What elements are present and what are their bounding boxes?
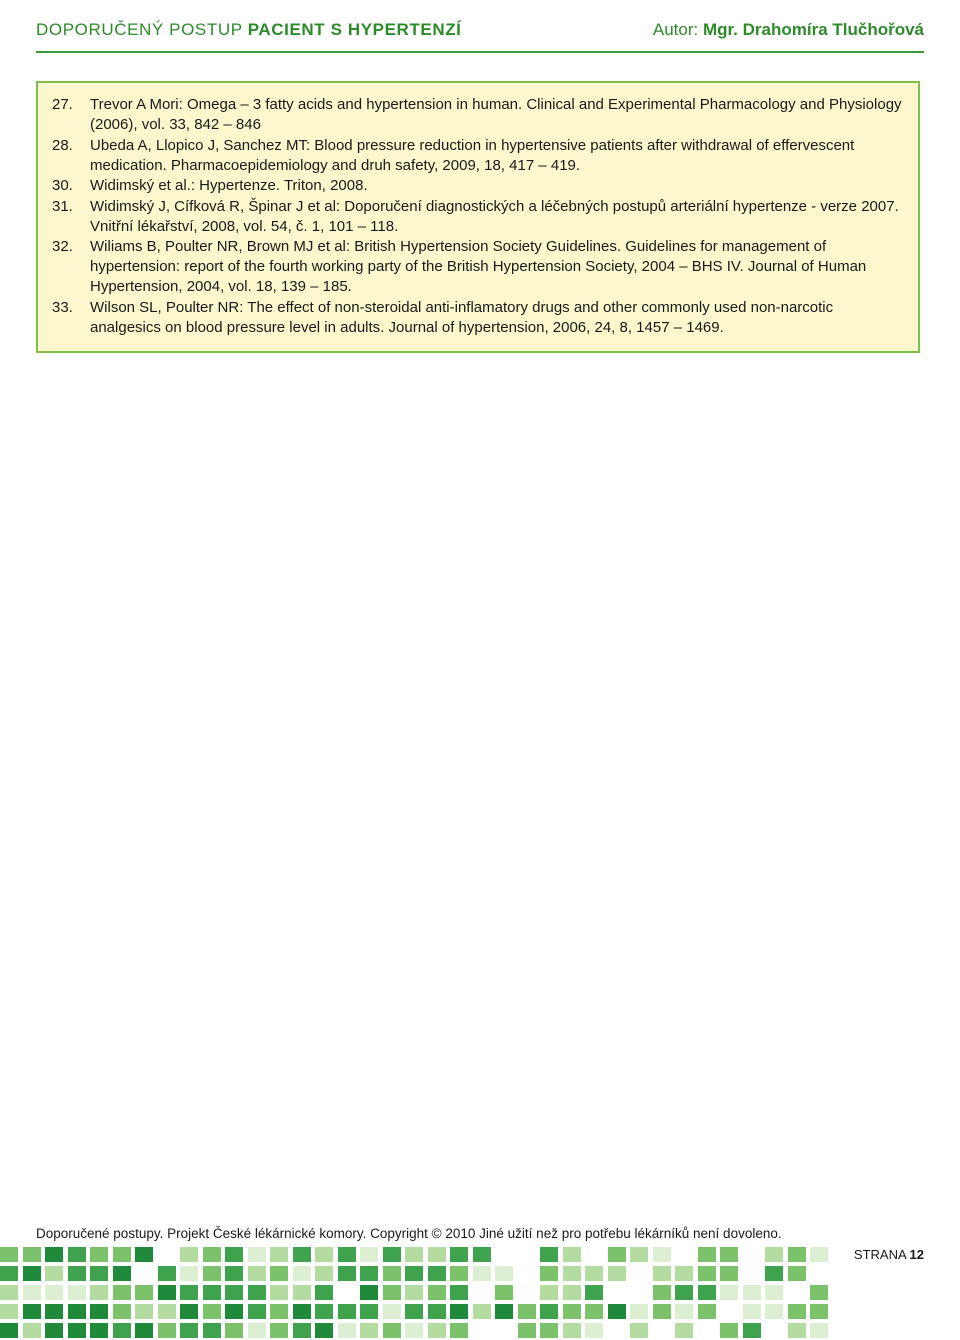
decorative-tile bbox=[765, 1323, 783, 1338]
decorative-tile bbox=[653, 1247, 671, 1262]
decorative-tile bbox=[360, 1266, 378, 1281]
document-title-bold: PACIENT S HYPERTENZÍ bbox=[247, 20, 462, 39]
decorative-tile bbox=[23, 1304, 41, 1319]
decorative-tile bbox=[203, 1266, 221, 1281]
decorative-tile bbox=[743, 1266, 761, 1281]
decorative-tile bbox=[630, 1285, 648, 1300]
decorative-tile bbox=[675, 1285, 693, 1300]
decorative-tile bbox=[135, 1304, 153, 1319]
decorative-tile bbox=[698, 1323, 716, 1338]
decorative-tile bbox=[495, 1247, 513, 1262]
decorative-tile bbox=[585, 1266, 603, 1281]
decorative-tile bbox=[788, 1266, 806, 1281]
decorative-tile bbox=[608, 1304, 626, 1319]
decorative-tile bbox=[383, 1266, 401, 1281]
decorative-tile bbox=[45, 1323, 63, 1338]
decorative-tile bbox=[158, 1285, 176, 1300]
decorative-tile bbox=[720, 1304, 738, 1319]
decorative-tile bbox=[360, 1323, 378, 1338]
decorative-tile bbox=[720, 1285, 738, 1300]
page-number: 12 bbox=[909, 1247, 924, 1262]
decorative-tile bbox=[383, 1247, 401, 1262]
decorative-tile bbox=[608, 1285, 626, 1300]
decorative-tile bbox=[743, 1285, 761, 1300]
author-label: Autor: bbox=[652, 20, 703, 39]
decorative-tile bbox=[675, 1323, 693, 1338]
decorative-tile bbox=[765, 1247, 783, 1262]
decorative-tile bbox=[563, 1285, 581, 1300]
decorative-tile bbox=[653, 1304, 671, 1319]
reference-text: Widimský et al.: Hypertenze. Triton, 2008. bbox=[90, 177, 368, 194]
decorative-tile bbox=[293, 1247, 311, 1262]
decorative-tile bbox=[450, 1285, 468, 1300]
decorative-tile bbox=[135, 1323, 153, 1338]
decorative-tile bbox=[68, 1266, 86, 1281]
decorative-tile bbox=[315, 1266, 333, 1281]
decorative-tile bbox=[810, 1285, 828, 1300]
author-name: Mgr. Drahomíra Tlučhořová bbox=[702, 20, 924, 39]
decorative-tile bbox=[315, 1285, 333, 1300]
decorative-tile bbox=[45, 1266, 63, 1281]
decorative-tile bbox=[540, 1323, 558, 1338]
decorative-tile bbox=[810, 1323, 828, 1338]
decorative-tile bbox=[540, 1247, 558, 1262]
decorative-tile bbox=[225, 1285, 243, 1300]
decorative-tile bbox=[743, 1304, 761, 1319]
reference-text: Widimský J, Cífková R, Špinar J et al: Doporučení diagnostických a léčebných postupů arteriální hypertenze - verze 2007. Vnitřní lékařství, 2008, vol. 54, č. 1, 101 – 118. bbox=[90, 197, 899, 235]
decorative-tile bbox=[518, 1323, 536, 1338]
decorative-tile bbox=[68, 1285, 86, 1300]
decorative-tile bbox=[563, 1247, 581, 1262]
decorative-tile bbox=[338, 1323, 356, 1338]
decorative-tile bbox=[720, 1247, 738, 1262]
decorative-tile bbox=[608, 1247, 626, 1262]
decorative-tile bbox=[248, 1285, 266, 1300]
decorative-tile bbox=[0, 1247, 18, 1262]
decorative-tile bbox=[338, 1285, 356, 1300]
decorative-tile bbox=[608, 1323, 626, 1338]
document-title-light: DOPORUČENÝ POSTUP bbox=[36, 20, 248, 39]
decorative-tile bbox=[675, 1247, 693, 1262]
reference-number: 33. bbox=[52, 298, 73, 316]
decorative-tile bbox=[0, 1285, 18, 1300]
decorative-tile bbox=[495, 1285, 513, 1300]
decorative-tile bbox=[135, 1247, 153, 1262]
decorative-tile bbox=[90, 1323, 108, 1338]
decorative-tile bbox=[405, 1304, 423, 1319]
decorative-tile bbox=[743, 1323, 761, 1338]
decorative-tile bbox=[765, 1285, 783, 1300]
decorative-tile bbox=[743, 1247, 761, 1262]
decorative-tile bbox=[428, 1247, 446, 1262]
decorative-tile bbox=[293, 1304, 311, 1319]
decorative-tile bbox=[630, 1266, 648, 1281]
decorative-tile bbox=[473, 1323, 491, 1338]
decorative-tile bbox=[383, 1323, 401, 1338]
decorative-tile bbox=[788, 1323, 806, 1338]
decorative-tile bbox=[0, 1323, 18, 1338]
decorative-tile bbox=[180, 1266, 198, 1281]
decorative-tile bbox=[248, 1323, 266, 1338]
decorative-tile bbox=[698, 1285, 716, 1300]
decorative-tile bbox=[675, 1304, 693, 1319]
decorative-tile bbox=[315, 1323, 333, 1338]
decorative-tile bbox=[540, 1266, 558, 1281]
decorative-tile bbox=[698, 1304, 716, 1319]
decorative-tile bbox=[810, 1266, 828, 1281]
decorative-tile bbox=[338, 1247, 356, 1262]
decorative-tile bbox=[158, 1323, 176, 1338]
decorative-tile bbox=[68, 1247, 86, 1262]
decorative-tile bbox=[765, 1304, 783, 1319]
decorative-tile bbox=[135, 1266, 153, 1281]
decorative-tile bbox=[158, 1247, 176, 1262]
decorative-tile bbox=[698, 1247, 716, 1262]
decorative-tile bbox=[428, 1285, 446, 1300]
decorative-tile bbox=[450, 1323, 468, 1338]
decorative-tile bbox=[585, 1323, 603, 1338]
decorative-tile bbox=[270, 1323, 288, 1338]
decorative-tile bbox=[113, 1285, 131, 1300]
decorative-tile bbox=[180, 1285, 198, 1300]
decorative-tile bbox=[518, 1304, 536, 1319]
decorative-tile bbox=[0, 1266, 18, 1281]
document-title bbox=[36, 20, 462, 40]
decorative-tile bbox=[585, 1304, 603, 1319]
decorative-tile bbox=[653, 1323, 671, 1338]
page-label-text: STRANA bbox=[853, 1247, 910, 1262]
reference-number: 31. bbox=[52, 197, 73, 215]
reference-item bbox=[52, 197, 902, 237]
decorative-tile bbox=[90, 1304, 108, 1319]
decorative-tile bbox=[158, 1266, 176, 1281]
decorative-tile bbox=[518, 1266, 536, 1281]
decorative-tile bbox=[473, 1285, 491, 1300]
decorative-tile bbox=[495, 1304, 513, 1319]
decorative-tile bbox=[248, 1304, 266, 1319]
decorative-tile bbox=[428, 1266, 446, 1281]
decorative-tile bbox=[360, 1247, 378, 1262]
decorative-tile bbox=[450, 1266, 468, 1281]
decorative-tile bbox=[68, 1304, 86, 1319]
decorative-tile bbox=[338, 1266, 356, 1281]
decorative-tile bbox=[0, 1304, 18, 1319]
decorative-tile bbox=[428, 1304, 446, 1319]
references-box bbox=[36, 81, 920, 353]
decorative-tile bbox=[90, 1247, 108, 1262]
decorative-tile bbox=[113, 1266, 131, 1281]
footer-copyright: Doporučené postupy. Projekt České lékárnické komory. Copyright © 2010 Jiné užití než pro potřebu lékárníků není dovoleno. bbox=[36, 1226, 782, 1241]
decorative-tile bbox=[428, 1323, 446, 1338]
decorative-tile bbox=[45, 1304, 63, 1319]
decorative-tile bbox=[653, 1285, 671, 1300]
decorative-tile bbox=[225, 1304, 243, 1319]
decorative-tile bbox=[23, 1285, 41, 1300]
decorative-tile bbox=[495, 1266, 513, 1281]
decorative-tile bbox=[23, 1323, 41, 1338]
decorative-tile bbox=[270, 1266, 288, 1281]
decorative-tile bbox=[383, 1285, 401, 1300]
decorative-tile bbox=[248, 1247, 266, 1262]
author-line bbox=[653, 20, 924, 40]
reference-item bbox=[52, 136, 902, 176]
decorative-tile bbox=[518, 1285, 536, 1300]
header-divider bbox=[36, 51, 924, 53]
reference-text: Trevor A Mori: Omega – 3 fatty acids and hypertension in human. Clinical and Experimental Pharmacology and Physiology (2006), vol. 33, 842 – 846 bbox=[90, 96, 902, 133]
decorative-tile bbox=[495, 1323, 513, 1338]
reference-item bbox=[52, 95, 902, 135]
decorative-tile bbox=[248, 1266, 266, 1281]
page-number-label bbox=[854, 1247, 924, 1262]
page-header bbox=[36, 16, 924, 46]
decorative-tile bbox=[405, 1266, 423, 1281]
decorative-tile bbox=[405, 1285, 423, 1300]
decorative-tile bbox=[653, 1266, 671, 1281]
decorative-tile bbox=[540, 1285, 558, 1300]
decorative-tile bbox=[45, 1285, 63, 1300]
decorative-tile bbox=[563, 1323, 581, 1338]
decorative-tile bbox=[765, 1266, 783, 1281]
decorative-tile bbox=[90, 1266, 108, 1281]
decorative-tile bbox=[113, 1247, 131, 1262]
decorative-tile bbox=[810, 1247, 828, 1262]
decorative-tile bbox=[158, 1304, 176, 1319]
decorative-tile bbox=[315, 1304, 333, 1319]
decorative-tile bbox=[360, 1304, 378, 1319]
reference-list bbox=[52, 95, 902, 338]
decorative-tile bbox=[675, 1266, 693, 1281]
decorative-tile bbox=[113, 1304, 131, 1319]
decorative-tile bbox=[270, 1247, 288, 1262]
decorative-tile bbox=[563, 1304, 581, 1319]
decorative-tile bbox=[203, 1323, 221, 1338]
decorative-tile bbox=[270, 1285, 288, 1300]
decorative-tile bbox=[180, 1304, 198, 1319]
decorative-tile bbox=[293, 1323, 311, 1338]
decorative-tile bbox=[630, 1323, 648, 1338]
decorative-tile bbox=[473, 1247, 491, 1262]
reference-item bbox=[52, 237, 902, 297]
decorative-tile bbox=[788, 1304, 806, 1319]
decorative-tile bbox=[135, 1285, 153, 1300]
decorative-tile bbox=[315, 1247, 333, 1262]
decorative-tile-mosaic bbox=[0, 1247, 840, 1340]
decorative-tile bbox=[203, 1247, 221, 1262]
decorative-tile bbox=[405, 1247, 423, 1262]
decorative-tile bbox=[225, 1323, 243, 1338]
decorative-tile bbox=[383, 1304, 401, 1319]
decorative-tile bbox=[360, 1285, 378, 1300]
decorative-tile bbox=[270, 1304, 288, 1319]
decorative-tile bbox=[203, 1285, 221, 1300]
decorative-tile bbox=[585, 1285, 603, 1300]
decorative-tile bbox=[23, 1247, 41, 1262]
decorative-tile bbox=[810, 1304, 828, 1319]
reference-text: Wilson SL, Poulter NR: The effect of non-steroidal anti-inflamatory drugs and other commonly used non-narcotic analgesics on blood pressure level in adults. Journal of hypertension, 2006, 24, 8, 1457 – 1469. bbox=[90, 298, 834, 336]
decorative-tile bbox=[180, 1247, 198, 1262]
decorative-tile bbox=[630, 1247, 648, 1262]
decorative-tile bbox=[68, 1323, 86, 1338]
decorative-tile bbox=[788, 1285, 806, 1300]
decorative-tile bbox=[45, 1247, 63, 1262]
decorative-tile bbox=[720, 1266, 738, 1281]
decorative-tile bbox=[540, 1304, 558, 1319]
decorative-tile bbox=[180, 1323, 198, 1338]
decorative-tile bbox=[473, 1304, 491, 1319]
reference-number: 32. bbox=[52, 238, 73, 255]
decorative-tile bbox=[788, 1247, 806, 1262]
decorative-tile bbox=[23, 1266, 41, 1281]
decorative-tile bbox=[225, 1247, 243, 1262]
decorative-tile bbox=[225, 1266, 243, 1281]
decorative-tile bbox=[630, 1304, 648, 1319]
decorative-tile bbox=[113, 1323, 131, 1338]
decorative-tile bbox=[338, 1304, 356, 1319]
reference-number: 28. bbox=[52, 136, 73, 154]
reference-text: Ubeda A, Llopico J, Sanchez MT: Blood pressure reduction in hypertensive patients after withdrawal of effervescent medication. Pharmacoepidemiology and druh safety, 2009, 18, 417 – 419. bbox=[90, 136, 855, 174]
decorative-tile bbox=[563, 1266, 581, 1281]
reference-number: 27. bbox=[52, 96, 73, 113]
decorative-tile bbox=[450, 1247, 468, 1262]
decorative-tile bbox=[585, 1247, 603, 1262]
decorative-tile bbox=[698, 1266, 716, 1281]
decorative-tile bbox=[293, 1266, 311, 1281]
decorative-tile bbox=[90, 1285, 108, 1300]
decorative-tile bbox=[608, 1266, 626, 1281]
decorative-tile bbox=[450, 1304, 468, 1319]
reference-number: 30. bbox=[52, 177, 73, 194]
reference-item bbox=[52, 176, 902, 196]
decorative-tile bbox=[473, 1266, 491, 1281]
decorative-tile bbox=[293, 1285, 311, 1300]
reference-item bbox=[52, 298, 902, 338]
decorative-tile bbox=[720, 1323, 738, 1338]
decorative-tile bbox=[405, 1323, 423, 1338]
reference-text: Wiliams B, Poulter NR, Brown MJ et al: British Hypertension Society Guidelines. Guidelines for management of hypertension: report of the fourth working party of the British Hypertension Society, 2004 – BHS IV. Journal of Human Hypertension, 2004, vol. 18, 139 – 185. bbox=[90, 238, 867, 295]
decorative-tile bbox=[203, 1304, 221, 1319]
decorative-tile bbox=[518, 1247, 536, 1262]
